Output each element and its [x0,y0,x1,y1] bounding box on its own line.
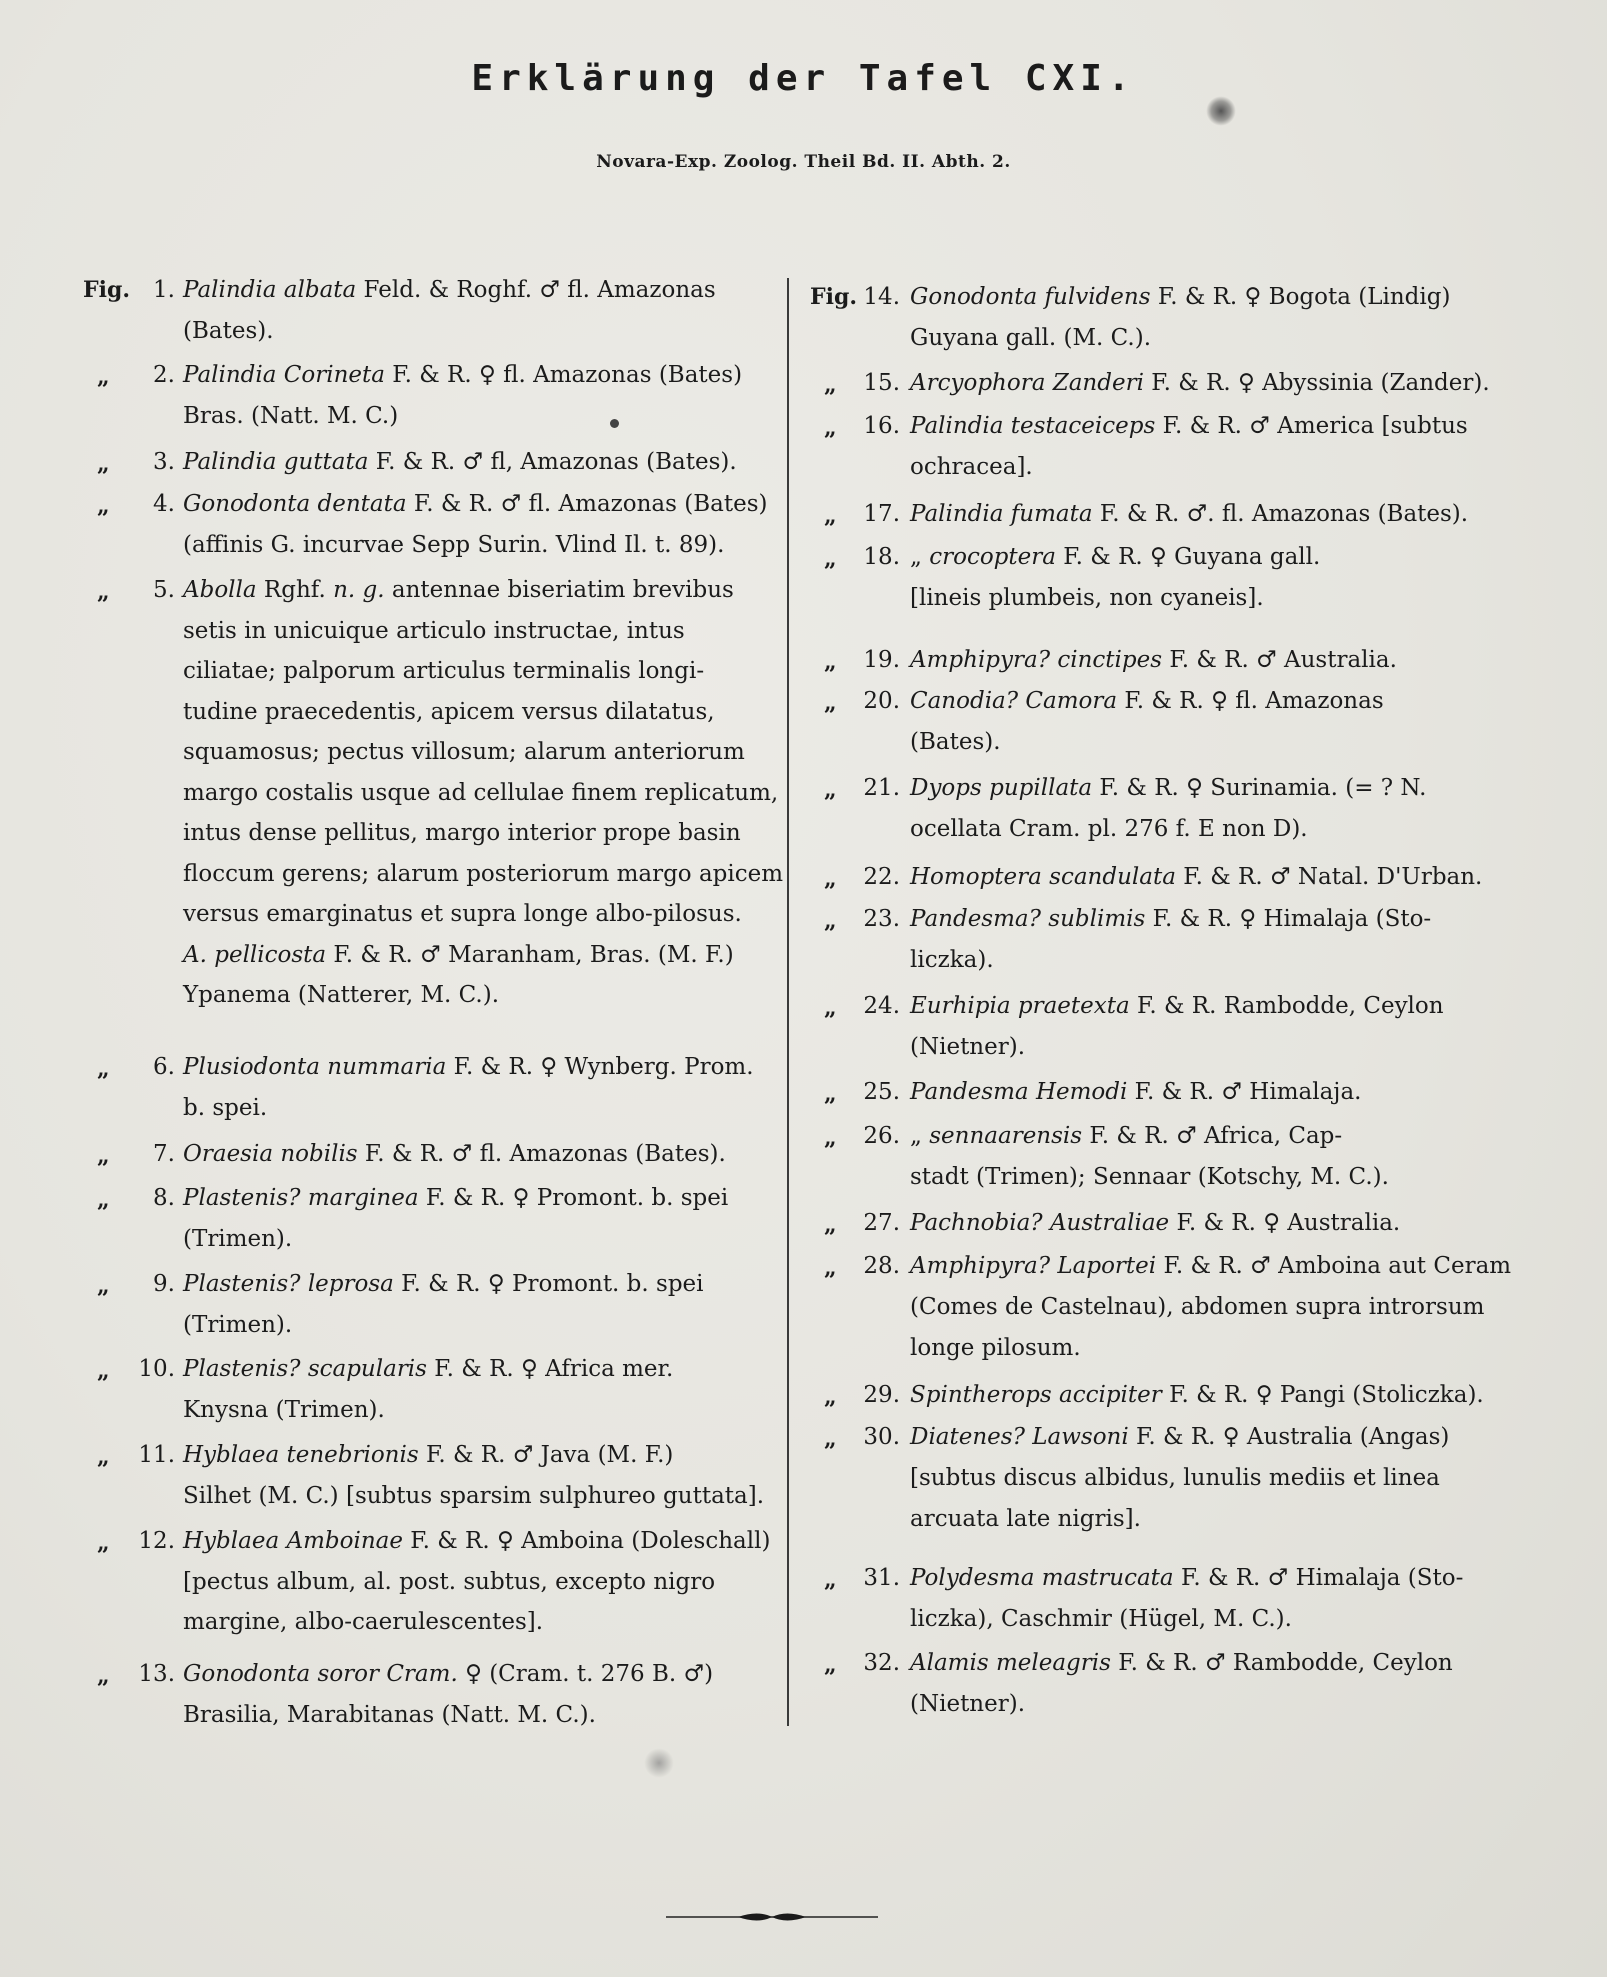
entry-line [183,894,742,934]
entry-text: ocellata Cram. pl. 276 f. E non D). [910,816,1308,842]
ditto-mark: „ [824,503,837,529]
entry-line [910,940,994,980]
entry-line [910,640,1397,680]
entry-text: longe pilosum. [910,1335,1081,1361]
entry-text: F. & R. ♀ Abyssinia (Zander). [1143,370,1490,396]
entry-text: (Nietner). [910,1034,1026,1060]
species-name: Diatenes? Lawsoni [910,1424,1129,1450]
entry-line [910,986,1444,1026]
ditto-mark: „ [824,866,837,892]
species-name: Gonodonta dentata [183,491,407,517]
entry-line [183,1088,267,1128]
figure-number: 25. [863,1079,900,1105]
figure-number: 15. [863,370,900,396]
figure-number: 11. [138,1442,175,1468]
entry-text: F. & R. ♂ Java (M. F.) [418,1442,674,1468]
entry-text: F. & R. ♂ Maranham, Bras. (M. F.) [326,942,734,968]
species-name: Gonodonta soror Cram. [183,1661,458,1687]
species-name: sennaarensis [929,1123,1083,1149]
entry-line [183,525,724,565]
entry-text: arcuata late nigris]. [910,1506,1141,1532]
figure-number: 5. [153,577,175,603]
entry-line [910,1684,1025,1724]
entry-text: F. & R. ♂ fl, Amazonas (Bates). [368,449,737,475]
figure-number: 6. [153,1054,175,1080]
entry-text: F. & R. ♂ fl. Amazonas (Bates) [406,491,768,517]
species-name: Alamis meleagris [910,1650,1111,1676]
entry-line [910,363,1490,403]
entry-line [183,1390,385,1430]
entry-text: intus dense pellitus, margo interior prope basin [183,820,741,846]
entry-text: squamosus; pectus villosum; alarum anteriorum [183,739,745,765]
entry-line [910,899,1431,939]
species-name: Plastenis? marginea [183,1185,419,1211]
ditto-mark: „ [824,1081,837,1107]
entry-line [910,681,1384,721]
entry-line [910,1458,1440,1498]
entry-text: ochracea]. [910,454,1033,480]
ink-spot [1206,96,1236,126]
figure-number: 17. [863,501,900,527]
figure-number: 23. [863,906,900,932]
ditto-mark: „ [824,908,837,934]
species-name: Canodia? Camora [910,688,1118,714]
entry-line [910,1375,1484,1415]
entry-text: F. & R. ♀ Promont. b. spei [418,1185,729,1211]
entry-line [183,1695,596,1735]
ditto-mark: „ [824,1567,837,1593]
entry-line [183,1349,673,1389]
entry-text: F. & R. ♀ Promont. b. spei [393,1271,704,1297]
entry-text: [lineis plumbeis, non cyaneis]. [910,585,1264,611]
entry-text: F. & R. ♀ Australia (Angas) [1128,1424,1450,1450]
entry-line [910,537,1320,577]
entry-line [183,935,734,975]
entry-text: F. & R. ♀ Guyana gall. [1055,544,1321,570]
entry-text: liczka), Caschmir (Hügel, M. C.). [910,1606,1292,1632]
figure-number: 1. [153,277,175,303]
ditto-mark: „ [97,579,110,605]
entry-text: (affinis G. incurvae Sepp Surin. Vlind Il. t. 89). [183,532,725,558]
species-name: Plusiodonta nummaria [183,1054,447,1080]
ditto-mark: „ [97,1056,110,1082]
entry-text: (Comes de Castelnau), abdomen supra introrsum [910,1294,1485,1320]
entry-line [183,442,737,482]
entry-text: F. & R. ♂ Himalaja. [1127,1079,1362,1105]
figure-number: 4. [153,491,175,517]
species-name: Polydesma mastrucata [910,1565,1174,1591]
entry-text: (Bates). [910,729,1001,755]
entry-text: F. & R. ♀ Pangi (Stoliczka). [1161,1382,1484,1408]
entry-line [183,396,398,436]
entry-text: „ [910,544,930,570]
figure-number: 28. [863,1253,900,1279]
species-name: Palindia guttata [183,449,369,475]
entry-text: Bras. (Natt. M. C.) [183,403,399,429]
entry-line [183,484,767,524]
entry-text: b. spei. [183,1095,268,1121]
entry-line [183,813,741,853]
entry-text: F. & R. ♀ Australia. [1169,1210,1401,1236]
entry-text: F. & R. ♂. fl. Amazonas (Bates). [1092,501,1469,527]
ditto-mark: „ [97,493,110,519]
entry-line [183,854,783,894]
species-name: Arcyophora Zanderi [910,370,1144,396]
entry-text: Ypanema (Natterer, M. C.). [183,982,500,1008]
entry-text: Guyana gall. (M. C.). [910,325,1152,351]
figure-number: 32. [863,1650,900,1676]
species-name: Pandesma? sublimis [910,906,1146,932]
entry-line [910,578,1264,618]
entry-text: F. & R. ♀ fl. Amazonas (Bates) [384,362,743,388]
entry-line [910,809,1308,849]
ditto-mark: „ [97,1273,110,1299]
entry-text: Silhet (M. C.) [subtus sparsim sulphureo guttata]. [183,1483,765,1509]
species-name: Pachnobia? Australiae [910,1210,1170,1236]
species-name: Palindia fumata [910,501,1093,527]
figure-number: 22. [863,864,900,890]
ink-spot [644,1748,674,1778]
entry-text: versus emarginatus et supra longe albo-pilosus. [183,901,742,927]
figure-number: 3. [153,449,175,475]
entry-text: F. & R. ♀ Africa mer. [426,1356,674,1382]
entry-line [910,1203,1400,1243]
entry-text: antennae biseriatim brevibus [384,577,734,603]
figure-number: 20. [863,688,900,714]
entry-text: setis in unicuique articulo instructae, intus [183,618,685,644]
species-name: Homoptera scandulata [910,864,1176,890]
figure-number: 12. [138,1528,175,1554]
entry-line [183,1562,715,1602]
ditto-mark: „ [824,372,837,398]
page-title: Erklärung der Tafel CXI. [471,58,1136,99]
entry-text: (Trimen). [183,1312,293,1338]
entry-text: ♀ (Cram. t. 276 B. ♂) [457,1661,714,1687]
ditto-mark: „ [824,1212,837,1238]
species-name: Amphipyra? cinctipes [910,647,1163,673]
entry-line [910,1328,1081,1368]
entry-line [910,722,1001,762]
species-name: Plastenis? scapularis [183,1356,427,1382]
entry-text: [pectus album, al. post. subtus, excepto nigro [183,1569,716,1595]
species-name: Eurhipia praetexta [910,993,1130,1019]
species-name: Palindia albata [183,277,357,303]
entry-text: (Bates). [183,318,274,344]
species-name: Oraesia nobilis [183,1141,358,1167]
figure-number: 30. [863,1424,900,1450]
ditto-mark: „ [824,1125,837,1151]
figure-number: 13. [138,1661,175,1687]
entry-line [910,1643,1453,1683]
entry-text: floccum gerens; alarum posteriorum margo apicem [183,861,784,887]
entry-text: Brasilia, Marabitanas (Natt. M. C.). [183,1702,596,1728]
entry-line [910,1157,1389,1197]
entry-line [183,651,704,691]
figure-number: 7. [153,1141,175,1167]
species-name: Palindia Corineta [183,362,385,388]
entry-line [910,447,1033,487]
page-subtitle: Novara-Exp. Zoolog. Theil Bd. II. Abth. 2. [596,152,1011,172]
entry-text: liczka). [910,947,994,973]
ditto-mark: „ [824,1255,837,1281]
figure-number: 26. [863,1123,900,1149]
species-name: Spintherops accipiter [910,1382,1162,1408]
figure-number: 14. [863,284,900,310]
species-name: Plastenis? leprosa [183,1271,394,1297]
entry-line [183,311,274,351]
entry-line [910,277,1450,317]
entry-line [183,1047,754,1087]
entry-text: F. & R. ♂ Australia. [1162,647,1397,673]
ditto-mark: „ [824,777,837,803]
entry-text: Rghf. [256,577,334,603]
entry-line [910,1417,1449,1457]
figure-number: 18. [863,544,900,570]
entry-text: F. & R. ♂ Africa, Cap- [1082,1123,1343,1149]
entry-line [183,1654,713,1694]
ditto-mark: „ [824,1426,837,1452]
ditto-mark: „ [97,1444,110,1470]
entry-text: F. & R. ♀ Bogota (Lindig) [1150,284,1451,310]
entry-text: ciliatae; palporum articulus terminalis longi- [183,658,705,684]
fig-label: Fig. [810,284,858,310]
entry-line [910,318,1151,358]
entry-text: F. & R. ♂ Natal. D'Urban. [1175,864,1483,890]
ditto-mark: „ [97,1143,110,1169]
species-name: A. pellicosta [183,942,327,968]
ink-spot [610,419,619,428]
species-name: crocoptera [929,544,1056,570]
entry-line [910,494,1468,534]
entry-text: F. & R. ♂ fl. Amazonas (Bates). [357,1141,726,1167]
entry-text: F. & R. ♂ Rambodde, Ceylon [1110,1650,1453,1676]
species-name: Hyblaea tenebrionis [183,1442,419,1468]
entry-line [183,1476,764,1516]
ditto-mark: „ [824,649,837,675]
ditto-mark: „ [824,1652,837,1678]
entry-text: F. & R. Rambodde, Ceylon [1129,993,1444,1019]
entry-line [183,355,742,395]
entry-text: margo costalis usque ad cellulae finem replicatum, [183,780,779,806]
ditto-mark: „ [97,1530,110,1556]
entry-line [910,1558,1463,1598]
entry-line [183,732,745,772]
ditto-mark: „ [824,995,837,1021]
entry-text: Feld. & Roghf. ♂ fl. Amazonas [356,277,716,303]
entry-text: F. & R. ♀ Wynberg. Prom. [446,1054,754,1080]
entry-line [910,1027,1025,1067]
entry-line [183,270,716,310]
entry-line [910,768,1426,808]
entry-line [910,857,1482,897]
species-name: Pandesma Hemodi [910,1079,1128,1105]
ditto-mark: „ [97,364,110,390]
species-name: Palindia testaceiceps [910,413,1156,439]
figure-number: 21. [863,775,900,801]
figure-number: 19. [863,647,900,673]
entry-line [910,1599,1292,1639]
entry-line [183,975,499,1015]
entry-text: F. & R. ♂ Amboina aut Ceram [1156,1253,1512,1279]
entry-line [183,1602,543,1642]
entry-line [183,1219,292,1259]
entry-text: F. & R. ♀ Amboina (Doleschall) [402,1528,771,1554]
entry-text: (Nietner). [910,1691,1026,1717]
entry-line [910,1072,1361,1112]
entry-text: (Trimen). [183,1226,293,1252]
entry-text: tudine praecedentis, apicem versus dilatatus, [183,699,715,725]
entry-line [910,406,1468,446]
species-name: Amphipyra? Laportei [910,1253,1157,1279]
entry-text: [subtus discus albidus, lunulis mediis et linea [910,1465,1440,1491]
entry-line [910,1287,1484,1327]
ditto-mark: „ [97,451,110,477]
species-name: Hyblaea Amboinae [183,1528,403,1554]
entry-text: F. & R. ♂ Himalaja (Sto- [1173,1565,1464,1591]
figure-number: 24. [863,993,900,1019]
entry-line [183,1435,673,1475]
figure-number: 29. [863,1382,900,1408]
figure-number: 8. [153,1185,175,1211]
entry-line [183,1264,704,1304]
figure-number: 10. [138,1356,175,1382]
entry-line [183,570,734,610]
ditto-mark: „ [824,1384,837,1410]
ditto-mark: „ [824,690,837,716]
entry-line [183,611,685,651]
end-ornament [666,1910,878,1924]
entry-text: margine, albo-caerulescentes]. [183,1609,544,1635]
entry-line [910,1116,1342,1156]
figure-number: 31. [863,1565,900,1591]
entry-text: stadt (Trimen); Sennaar (Kotschy, M. C.). [910,1164,1389,1190]
entry-line [910,1246,1511,1286]
figure-number: 16. [863,413,900,439]
entry-line [183,1178,728,1218]
fig-label: Fig. [83,277,131,303]
ditto-mark: „ [824,415,837,441]
entry-text: „ [910,1123,930,1149]
entry-text: F. & R. ♀ fl. Amazonas [1117,688,1384,714]
figure-number: 9. [153,1271,175,1297]
ditto-mark: „ [824,546,837,572]
figure-number: 27. [863,1210,900,1236]
entry-line [183,1134,726,1174]
ditto-mark: „ [97,1358,110,1384]
species-name: Gonodonta fulvidens [910,284,1151,310]
ditto-mark: „ [97,1663,110,1689]
species-name: Dyops pupillata [910,775,1093,801]
entry-text: F. & R. ♂ America [subtus [1155,413,1468,439]
entry-text: Knysna (Trimen). [183,1397,385,1423]
species-name: n. g. [333,577,385,603]
entry-text: F. & R. ♀ Himalaja (Sto- [1145,906,1432,932]
entry-text: F. & R. ♀ Surinamia. (= ? N. [1092,775,1427,801]
entry-line [183,692,715,732]
column-divider [787,278,789,1726]
species-name: Abolla [183,577,257,603]
entry-line [910,1499,1141,1539]
entry-line [183,1305,292,1345]
entry-line [183,1521,770,1561]
ditto-mark: „ [97,1187,110,1213]
figure-number: 2. [153,362,175,388]
entry-line [183,773,778,813]
